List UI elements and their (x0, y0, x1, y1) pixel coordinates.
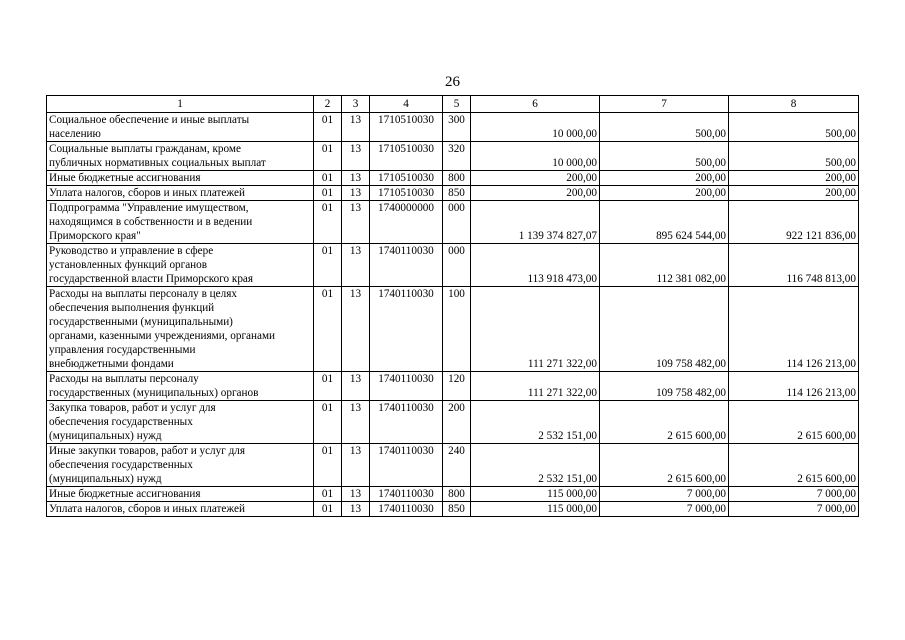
amount-col8-cell: 500,00 (729, 142, 859, 171)
amount-col8-cell: 200,00 (729, 171, 859, 186)
column-header: 7 (600, 96, 729, 113)
amount-col7-cell: 109 758 482,00 (600, 287, 729, 372)
amount-col7-cell: 7 000,00 (600, 487, 729, 502)
amount-col6-cell: 10 000,00 (471, 142, 600, 171)
expense-type-cell: 000 (443, 244, 471, 287)
amount-col6-cell: 115 000,00 (471, 502, 600, 517)
subsection-code-cell: 13 (342, 487, 370, 502)
expense-type-cell: 300 (443, 113, 471, 142)
amount-col7-cell: 200,00 (600, 186, 729, 201)
section-code-cell: 01 (314, 171, 342, 186)
amount-col8-cell: 7 000,00 (729, 487, 859, 502)
target-article-cell: 1740110030 (370, 444, 443, 487)
row-name-cell: Иные бюджетные ассигнования (47, 171, 314, 186)
table-row (47, 372, 859, 401)
amount-col7-cell: 895 624 544,00 (600, 201, 729, 244)
amount-col8-cell: 922 121 836,00 (729, 201, 859, 244)
amount-col7-cell: 109 758 482,00 (600, 372, 729, 401)
target-article-cell: 1740110030 (370, 372, 443, 401)
amount-col6-cell: 200,00 (471, 171, 600, 186)
target-article-cell: 1740000000 (370, 201, 443, 244)
expense-type-cell: 120 (443, 372, 471, 401)
table-row (47, 186, 859, 201)
row-name-cell: Иные закупки товаров, работ и услуг для обеспечения государственных (муниципальных) нужд (47, 444, 314, 487)
row-name-cell: Социальное обеспечение и иные выплаты населению (47, 113, 314, 142)
table-row (47, 244, 859, 287)
row-name-cell: Уплата налогов, сборов и иных платежей (47, 186, 314, 201)
target-article-cell: 1710510030 (370, 186, 443, 201)
subsection-code-cell: 13 (342, 502, 370, 517)
table-row (47, 113, 859, 142)
section-code-cell: 01 (314, 372, 342, 401)
expense-type-cell: 200 (443, 401, 471, 444)
column-header: 6 (471, 96, 600, 113)
column-header: 8 (729, 96, 859, 113)
expense-type-cell: 240 (443, 444, 471, 487)
amount-col7-cell: 500,00 (600, 113, 729, 142)
section-code-cell: 01 (314, 502, 342, 517)
amount-col6-cell: 1 139 374 827,07 (471, 201, 600, 244)
expense-type-cell: 800 (443, 487, 471, 502)
amount-col8-cell: 2 615 600,00 (729, 444, 859, 487)
section-code-cell: 01 (314, 113, 342, 142)
amount-col8-cell: 2 615 600,00 (729, 401, 859, 444)
section-code-cell: 01 (314, 201, 342, 244)
amount-col7-cell: 112 381 082,00 (600, 244, 729, 287)
amount-col6-cell: 111 271 322,00 (471, 372, 600, 401)
subsection-code-cell: 13 (342, 287, 370, 372)
table-body (47, 96, 859, 517)
subsection-code-cell: 13 (342, 142, 370, 171)
section-code-cell: 01 (314, 244, 342, 287)
amount-col7-cell: 7 000,00 (600, 502, 729, 517)
table-row (47, 401, 859, 444)
subsection-code-cell: 13 (342, 171, 370, 186)
row-name-cell: Иные бюджетные ассигнования (47, 487, 314, 502)
column-header: 1 (47, 96, 314, 113)
amount-col7-cell: 2 615 600,00 (600, 401, 729, 444)
table-row (47, 287, 859, 372)
column-header: 5 (443, 96, 471, 113)
expense-type-cell: 100 (443, 287, 471, 372)
amount-col8-cell: 500,00 (729, 113, 859, 142)
column-header: 2 (314, 96, 342, 113)
expense-type-cell: 800 (443, 171, 471, 186)
subsection-code-cell: 13 (342, 444, 370, 487)
row-name-cell: Подпрограмма "Управление имуществом, находящимся в собственности и в ведении Приморского края" (47, 201, 314, 244)
table-row (47, 142, 859, 171)
amount-col8-cell: 114 126 213,00 (729, 372, 859, 401)
row-name-cell: Закупка товаров, работ и услуг для обеспечения государственных (муниципальных) нужд (47, 401, 314, 444)
subsection-code-cell: 13 (342, 372, 370, 401)
target-article-cell: 1710510030 (370, 113, 443, 142)
amount-col6-cell: 115 000,00 (471, 487, 600, 502)
target-article-cell: 1740110030 (370, 287, 443, 372)
amount-col7-cell: 2 615 600,00 (600, 444, 729, 487)
target-article-cell: 1740110030 (370, 244, 443, 287)
section-code-cell: 01 (314, 142, 342, 171)
amount-col6-cell: 113 918 473,00 (471, 244, 600, 287)
amount-col8-cell: 7 000,00 (729, 502, 859, 517)
target-article-cell: 1740110030 (370, 401, 443, 444)
section-code-cell: 01 (314, 444, 342, 487)
section-code-cell: 01 (314, 487, 342, 502)
table-row (47, 487, 859, 502)
page-number: 26 (445, 74, 460, 90)
row-name-cell: Расходы на выплаты персоналу государственных (муниципальных) органов (47, 372, 314, 401)
amount-col8-cell: 114 126 213,00 (729, 287, 859, 372)
table-row (47, 171, 859, 186)
expense-type-cell: 320 (443, 142, 471, 171)
row-name-cell: Руководство и управление в сфере установленных функций органов государственной власти Приморского края (47, 244, 314, 287)
row-name-cell: Уплата налогов, сборов и иных платежей (47, 502, 314, 517)
amount-col6-cell: 200,00 (471, 186, 600, 201)
section-code-cell: 01 (314, 287, 342, 372)
expense-type-cell: 850 (443, 186, 471, 201)
column-header-row (47, 96, 859, 113)
subsection-code-cell: 13 (342, 244, 370, 287)
amount-col6-cell: 10 000,00 (471, 113, 600, 142)
column-header: 3 (342, 96, 370, 113)
target-article-cell: 1710510030 (370, 142, 443, 171)
target-article-cell: 1710510030 (370, 171, 443, 186)
table-row (47, 444, 859, 487)
budget-table (46, 95, 859, 517)
expense-type-cell: 000 (443, 201, 471, 244)
row-name-cell: Социальные выплаты гражданам, кроме публичных нормативных социальных выплат (47, 142, 314, 171)
amount-col6-cell: 111 271 322,00 (471, 287, 600, 372)
amount-col8-cell: 116 748 813,00 (729, 244, 859, 287)
section-code-cell: 01 (314, 186, 342, 201)
subsection-code-cell: 13 (342, 113, 370, 142)
section-code-cell: 01 (314, 401, 342, 444)
column-header: 4 (370, 96, 443, 113)
amount-col7-cell: 200,00 (600, 171, 729, 186)
table-row (47, 502, 859, 517)
amount-col6-cell: 2 532 151,00 (471, 444, 600, 487)
amount-col8-cell: 200,00 (729, 186, 859, 201)
amount-col7-cell: 500,00 (600, 142, 729, 171)
subsection-code-cell: 13 (342, 401, 370, 444)
target-article-cell: 1740110030 (370, 502, 443, 517)
table-row (47, 201, 859, 244)
subsection-code-cell: 13 (342, 201, 370, 244)
target-article-cell: 1740110030 (370, 487, 443, 502)
subsection-code-cell: 13 (342, 186, 370, 201)
row-name-cell: Расходы на выплаты персоналу в целях обеспечения выполнения функций государственными (муниципальными) органами, казенными учреждениями, органами управления государственными внебюджетными фондами (47, 287, 314, 372)
expense-type-cell: 850 (443, 502, 471, 517)
amount-col6-cell: 2 532 151,00 (471, 401, 600, 444)
